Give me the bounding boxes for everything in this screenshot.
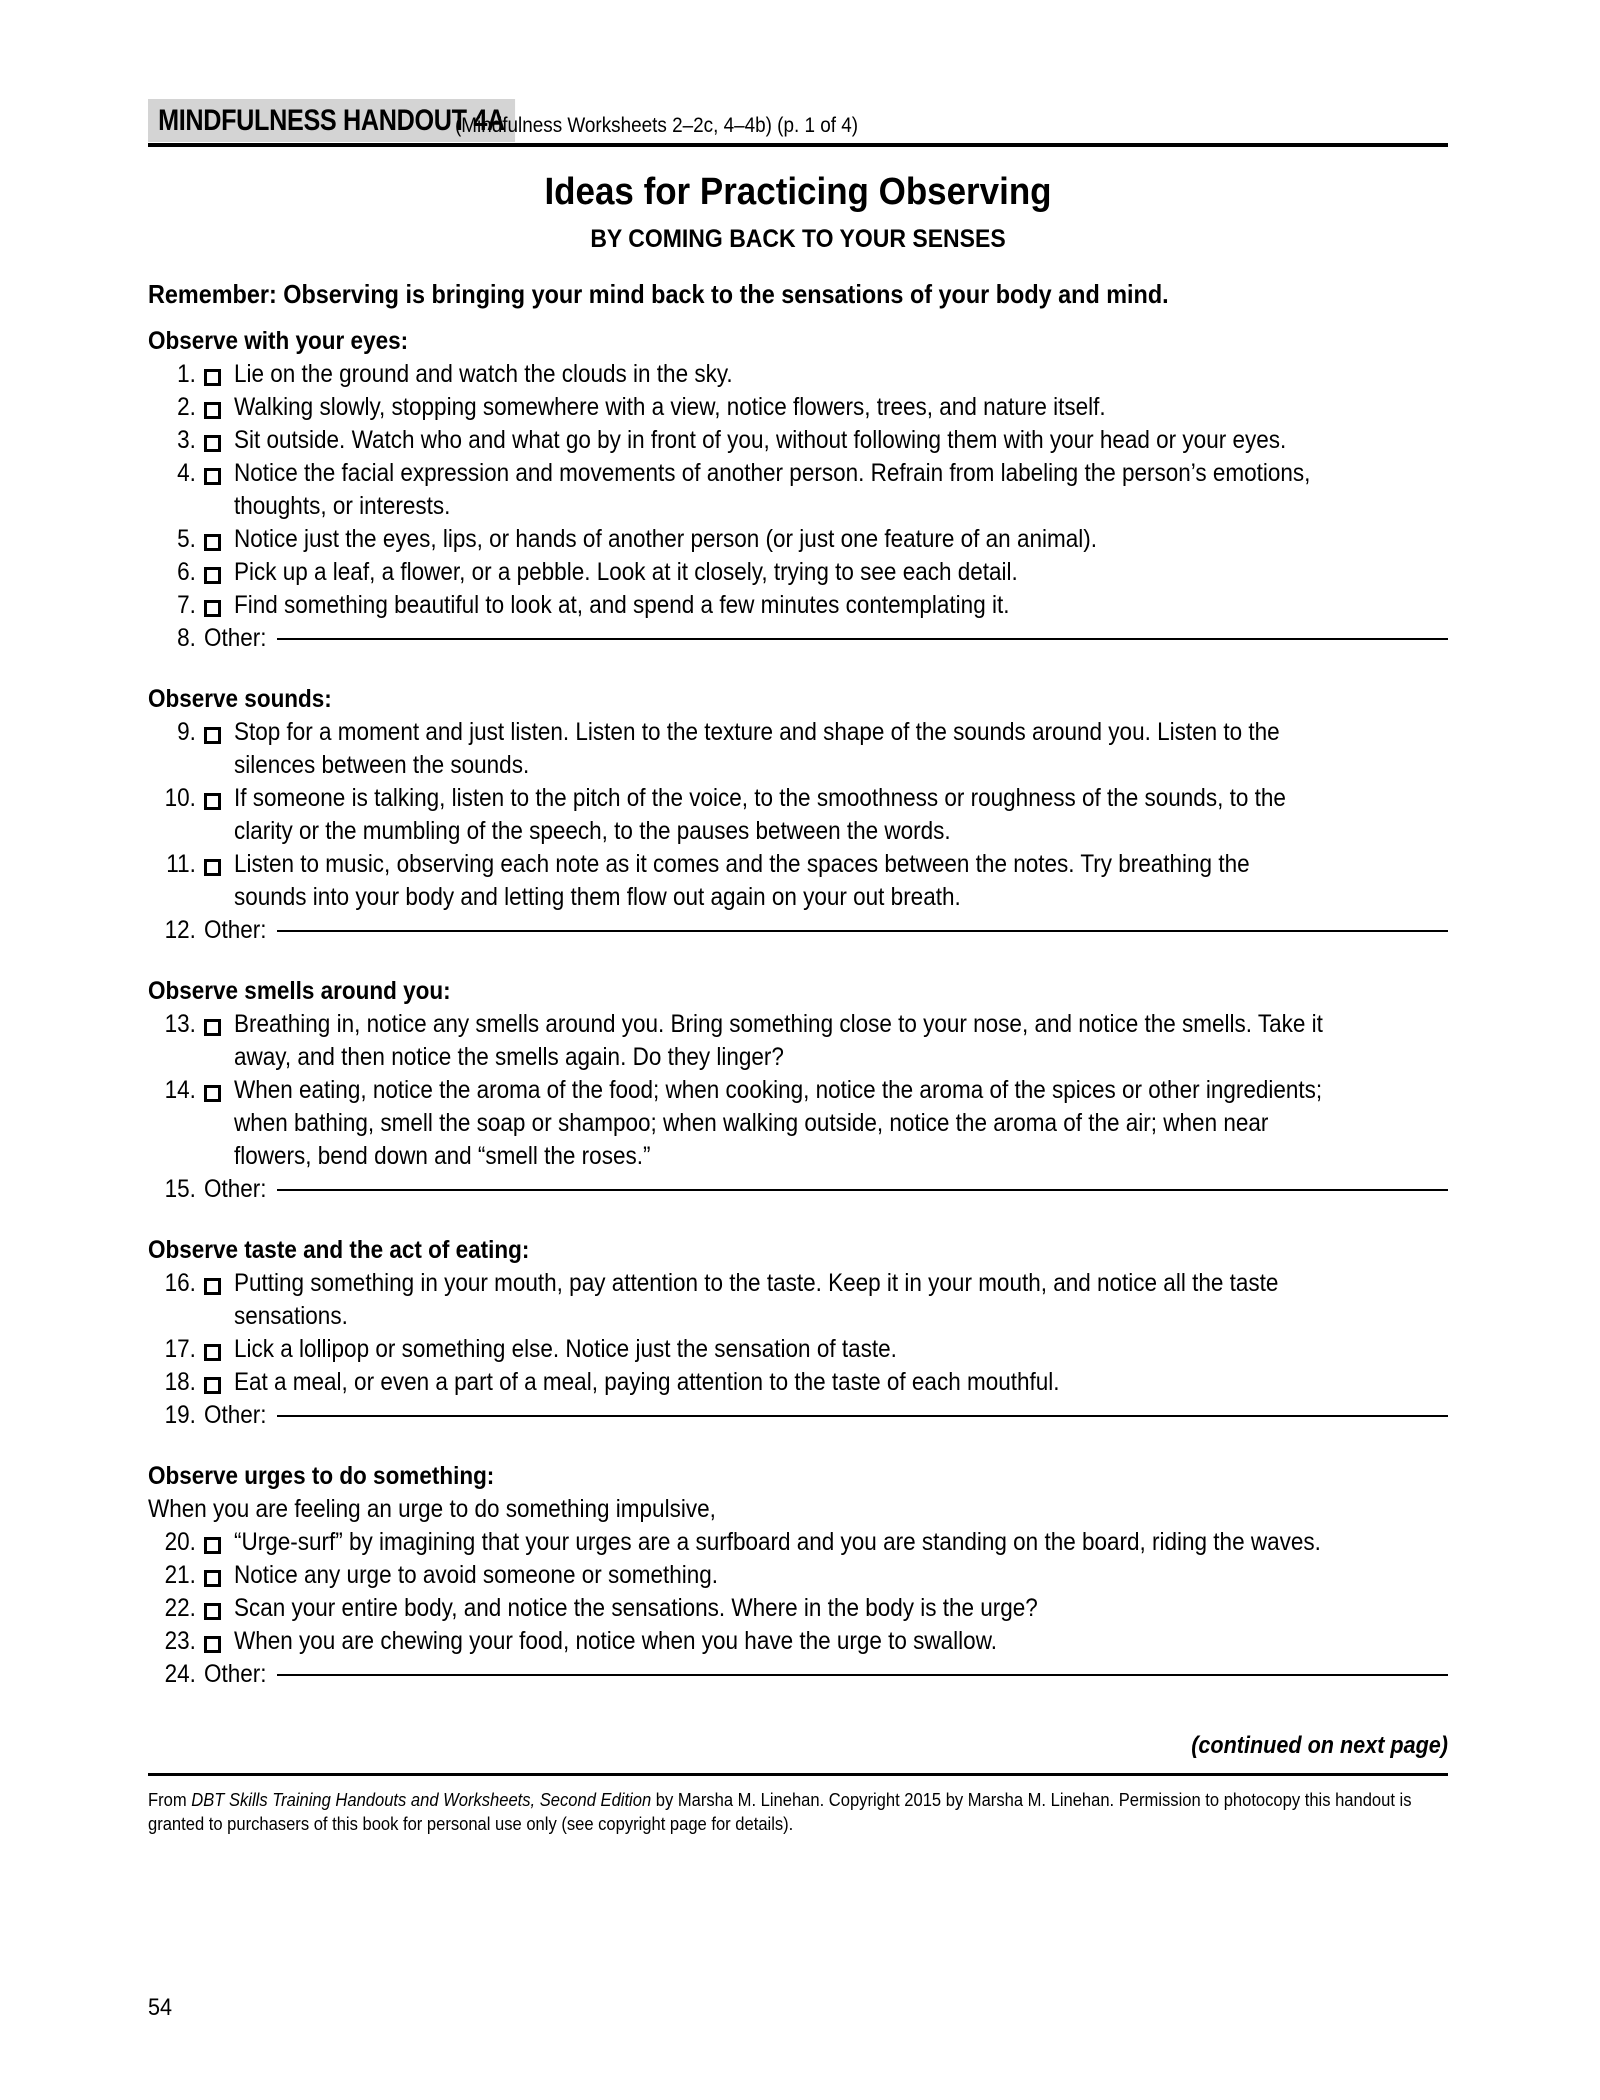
checkbox-icon[interactable]: [204, 359, 234, 392]
list-item: [148, 1267, 1448, 1333]
item-number: 2.: [177, 393, 196, 421]
item-number: 17.: [164, 1335, 196, 1363]
item-number: 21.: [164, 1561, 196, 1589]
section-spacer: [148, 655, 1448, 669]
item-text: Notice the facial expression and movements of another person. Refrain from labeling the person’s emotions, thoughts, or interests.: [234, 459, 1311, 520]
item-text: Walking slowly, stopping somewhere with a view, notice flowers, trees, and nature itself.: [234, 393, 1106, 421]
checkbox-icon[interactable]: [204, 425, 234, 458]
practice-list: [148, 358, 1448, 655]
checkbox-icon[interactable]: [204, 458, 234, 491]
item-number: 15.: [164, 1175, 196, 1203]
other-label: Other:: [204, 1660, 267, 1688]
other-label: Other:: [204, 1175, 267, 1203]
practice-list: [148, 716, 1448, 947]
sections-container: [148, 325, 1448, 1705]
page-title: Ideas for Practicing Observing: [544, 171, 1052, 213]
checkbox-icon[interactable]: [204, 1009, 234, 1042]
item-number: 10.: [164, 784, 196, 812]
item-text: Notice just the eyes, lips, or hands of another person (or just one feature of an animal).: [234, 525, 1097, 553]
item-number: 8.: [177, 624, 196, 652]
checkbox-icon[interactable]: [204, 1268, 234, 1301]
credit-prefix: From: [148, 1790, 192, 1810]
worksheet-reference: (Mindfulness Worksheets 2–2c, 4–4b) (p. 1 of 4): [454, 114, 858, 137]
header-divider: [148, 143, 1448, 147]
other-fill-in-row[interactable]: [148, 1173, 1448, 1206]
page-subtitle: BY COMING BACK TO YOUR SENSES: [590, 225, 1006, 253]
other-write-in-line[interactable]: [277, 1189, 1448, 1191]
other-write-in-line[interactable]: [277, 638, 1448, 640]
checkbox-icon[interactable]: [204, 524, 234, 557]
other-write-in-line[interactable]: [277, 1674, 1448, 1676]
list-item: [148, 1074, 1448, 1173]
item-number: 7.: [177, 591, 196, 619]
list-item: [148, 1008, 1448, 1074]
other-fill-in-row[interactable]: [148, 1399, 1448, 1432]
page-number: 54: [148, 1994, 173, 2021]
item-text: “Urge-surf” by imagining that your urges are a surfboard and you are standing on the board, riding the waves.: [234, 1528, 1321, 1556]
section-heading: Observe smells around you:: [148, 977, 451, 1005]
other-fill-in-row[interactable]: [148, 622, 1448, 655]
item-text: Lie on the ground and watch the clouds in the sky.: [234, 360, 733, 388]
item-number: 6.: [177, 558, 196, 586]
list-item: [148, 424, 1448, 457]
item-number: 13.: [164, 1010, 196, 1038]
other-write-in-line[interactable]: [277, 930, 1448, 932]
section-spacer: [148, 947, 1448, 961]
list-item: [148, 358, 1448, 391]
checkbox-icon[interactable]: [204, 1626, 234, 1659]
item-text: Notice any urge to avoid someone or something.: [234, 1561, 719, 1589]
copyright-credit: [148, 1788, 1440, 1836]
list-item: [148, 782, 1448, 848]
checkbox-icon[interactable]: [204, 557, 234, 590]
list-item: [148, 848, 1448, 914]
section-heading: Observe sounds:: [148, 685, 332, 713]
item-number: 22.: [164, 1594, 196, 1622]
other-label: Other:: [204, 916, 267, 944]
section-spacer: [148, 1691, 1448, 1705]
checkbox-icon[interactable]: [204, 590, 234, 623]
other-write-in-line[interactable]: [277, 1415, 1448, 1417]
item-number: 1.: [177, 360, 196, 388]
item-number: 23.: [164, 1627, 196, 1655]
item-number: 11.: [166, 850, 196, 878]
item-number: 20.: [164, 1528, 196, 1556]
item-text: Eat a meal, or even a part of a meal, paying attention to the taste of each mouthful.: [234, 1368, 1060, 1396]
item-number: 19.: [164, 1401, 196, 1429]
list-item: [148, 1559, 1448, 1592]
list-item: [148, 556, 1448, 589]
item-text: Sit outside. Watch who and what go by in front of you, without following them with your head or your eyes.: [234, 426, 1287, 454]
list-item: [148, 391, 1448, 424]
item-text: Scan your entire body, and notice the sensations. Where in the body is the urge?: [234, 1594, 1038, 1622]
handout-tag: MINDFULNESS HANDOUT 4A: [148, 99, 515, 142]
item-number: 14.: [164, 1076, 196, 1104]
item-number: 24.: [164, 1660, 196, 1688]
section-spacer: [148, 1206, 1448, 1220]
item-text: Listen to music, observing each note as it comes and the spaces between the notes. Try breathing the sounds into your body and letting them flow out again on your out breath.: [234, 850, 1250, 911]
handout-header: [148, 98, 1448, 142]
other-fill-in-row[interactable]: [148, 914, 1448, 947]
checkbox-icon[interactable]: [204, 1334, 234, 1367]
section-heading: Observe taste and the act of eating:: [148, 1236, 530, 1264]
item-number: 9.: [177, 718, 196, 746]
list-item: [148, 716, 1448, 782]
checkbox-icon[interactable]: [204, 1367, 234, 1400]
checkbox-icon[interactable]: [204, 717, 234, 750]
other-fill-in-row[interactable]: [148, 1658, 1448, 1691]
item-text: Stop for a moment and just listen. Listen to the texture and shape of the sounds around you. Listen to the silences between the sounds.: [234, 718, 1280, 779]
item-text: Pick up a leaf, a flower, or a pebble. Look at it closely, trying to see each detail.: [234, 558, 1018, 586]
list-item: [148, 457, 1448, 523]
checkbox-icon[interactable]: [204, 1527, 234, 1560]
footer-divider: [148, 1773, 1448, 1776]
item-text: Find something beautiful to look at, and spend a few minutes contemplating it.: [234, 591, 1010, 619]
list-item: [148, 1625, 1448, 1658]
item-number: 12.: [164, 916, 196, 944]
checkbox-icon[interactable]: [204, 1075, 234, 1108]
list-item: [148, 589, 1448, 622]
section-heading: Observe with your eyes:: [148, 327, 409, 355]
item-number: 16.: [164, 1269, 196, 1297]
item-number: 4.: [177, 459, 196, 487]
section-heading: Observe urges to do something:: [148, 1462, 495, 1490]
credit-line-two: to photocopy this handout is granted to purchasers of this book for personal use only (see copyright page for details).: [148, 1790, 1412, 1834]
other-label: Other:: [204, 1401, 267, 1429]
item-number: 18.: [164, 1368, 196, 1396]
item-text: Putting something in your mouth, pay attention to the taste. Keep it in your mouth, and notice all the taste sensations.: [234, 1269, 1279, 1330]
checkbox-icon[interactable]: [204, 392, 234, 425]
item-number: 3.: [177, 426, 196, 454]
credit-book-title: DBT Skills Training Handouts and Worksheets, Second Edition: [191, 1790, 652, 1810]
list-item: [148, 1333, 1448, 1366]
checkbox-icon[interactable]: [204, 849, 234, 882]
practice-list: [148, 1008, 1448, 1206]
item-text: When you are chewing your food, notice when you have the urge to swallow.: [234, 1627, 997, 1655]
page-content: [148, 98, 1448, 1836]
checkbox-icon[interactable]: [204, 1560, 234, 1593]
item-text: When eating, notice the aroma of the food; when cooking, notice the aroma of the spices or other ingredients; when bathing, smell the soap or shampoo; when walking outside, notice the aroma of the air; when near flowers, bend down and “smell the roses.”: [234, 1076, 1323, 1170]
checkbox-icon[interactable]: [204, 783, 234, 816]
item-text: Breathing in, notice any smells around you. Bring something close to your nose, and notice the smells. Take it away, and then notice the smells again. Do they linger?: [234, 1010, 1323, 1071]
credit-suffix: by Marsha M. Linehan. Copyright 2015 by Marsha M. Linehan. Permission: [651, 1790, 1201, 1810]
section-lead-text: When you are feeling an urge to do something impulsive,: [148, 1495, 716, 1523]
list-item: [148, 1592, 1448, 1625]
list-item: [148, 1366, 1448, 1399]
item-text: If someone is talking, listen to the pitch of the voice, to the smoothness or roughness of the sounds, to the clarity or the mumbling of the speech, to the pauses between the words.: [234, 784, 1286, 845]
list-item: [148, 1526, 1448, 1559]
other-label: Other:: [204, 624, 267, 652]
checkbox-icon[interactable]: [204, 1593, 234, 1626]
item-number: 5.: [177, 525, 196, 553]
item-text: Lick a lollipop or something else. Notice just the sensation of taste.: [234, 1335, 897, 1363]
practice-list: [148, 1526, 1448, 1691]
section-spacer: [148, 1432, 1448, 1446]
practice-list: [148, 1267, 1448, 1432]
continued-note: (continued on next page): [1191, 1732, 1448, 1759]
remember-statement: Remember: Observing is bringing your mind back to the sensations of your body and mind.: [148, 279, 1169, 309]
list-item: [148, 523, 1448, 556]
